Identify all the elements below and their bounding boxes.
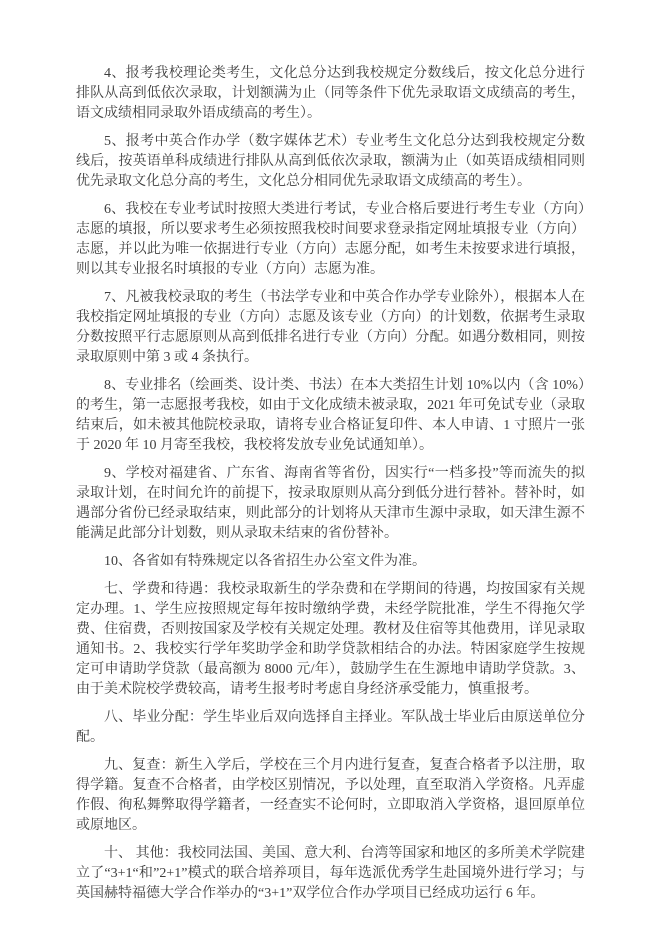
clause-10-provincial-rules: 10、各省如有特殊规定以各省招生办公室文件为准。	[104, 554, 426, 569]
clause-8-exam-exemption: 8、专业排名（绘画类、设计类、书法）在本大类招生计划 10%以内（含 10%）的考生，第一志愿报考我校，如由于文化成绩未被录取，2021 年可免试专业（录取结束后，如未被其他院校录取，请将专业合格证复印件、本人申请、1 寸照片一张于 2020 年 10 月寄至我校，我校将发放专业免试通知单）。	[76, 378, 585, 453]
section-7-tuition-and-benefits: 七、学费和待遇：我校录取新生的学杂费和在学期间的待遇，均按国家有关规定办理。1、学生应按照规定每年按时缴纳学费，未经学院批准，学生不得拖欠学费、住宿费，否则按国家及学校有关规定处理。教材及住宿等其他费用，详见录取通知书。2、我校实行学年奖助学金和助学贷款相结合的办法。特困家庭学生按规定可申请助学贷款（最高额为 8000 元/年），鼓励学生在生源地申请助学贷款。3、由于美术院校学费较高，请考生报考时考虑自身经济承受能力，慎重报考。	[76, 582, 585, 697]
clause-7-major-assignment: 7、凡被我校录取的考生（书法学专业和中英合作办学专业除外），根据本人在我校指定网址填报的专业（方向）志愿及该专业（方向）的计划数，依据考生录取分数按照平行志愿原则从高到低排名进行专业（方向）分配。如遇分数相同，则按录取原则中第 3 或 4 条执行。	[76, 290, 585, 365]
clause-4-theory-admission: 4、报考我校理论类考生，文化总分达到我校规定分数线后，按文化总分进行排队从高到低依次录取，计划额满为止（同等条件下优先录取语文成绩高的考生，语文成绩相同录取外语成绩高的考生）。	[76, 66, 585, 121]
section-10-other: 十、 其他：我校同法国、美国、意大利、台湾等国家和地区的多所美术学院建立了“3+1“和”2+1”模式的联合培养项目，每年选派优秀学生赴国境外进行学习；与英国赫特福德大学合作举办的“3+1”双学位合作办学项目已经成功运行 6 年。	[76, 846, 585, 901]
clause-6-major-preference: 6、我校在专业考试时按照大类进行考试，专业合格后要进行考生专业（方向）志愿的填报，所以要求考生必须按照我校时间要求登录指定网址填报专业（方向）志愿，并以此为唯一依据进行专业（方向）志愿分配，如考生未按要求进行填报，则以其专业报名时填报的专业（方向）志愿为准。	[76, 202, 585, 277]
clause-9-plan-replacement: 9、学校对福建省、广东省、海南省等省份，因实行“一档多投”等而流失的拟录取计划，在时间允许的前提下，按录取原则从高分到低分进行替补。替补时，如遇部分省份已经录取结束，则此部分的计划将从天津市生源中录取，如天津生源不能满足此部分计划数，则从录取未结束的省份替补。	[76, 466, 585, 541]
section-8-graduation-assignment: 八、毕业分配：学生毕业后双向选择自主择业。军队战士毕业后由原送单位分配。	[76, 710, 585, 745]
clause-5-sino-uk-program: 5、报考中英合作办学（数字媒体艺术）专业考生文化总分达到我校规定分数线后，按英语单科成绩进行排队从高到低依次录取，额满为止（如英语成绩相同则优先录取文化总分高的考生，文化总分相同优先录取语文成绩高的考生）。	[76, 134, 585, 189]
section-9-reexamination: 九、复查：新生入学后，学校在三个月内进行复查，复查合格者予以注册，取得学籍。复查不合格者，由学校区别情况，予以处理，直至取消入学资格。凡弄虚作假、徇私舞弊取得学籍者，一经查实不论何时，立即取消入学资格，退回原单位或原地区。	[76, 758, 585, 833]
